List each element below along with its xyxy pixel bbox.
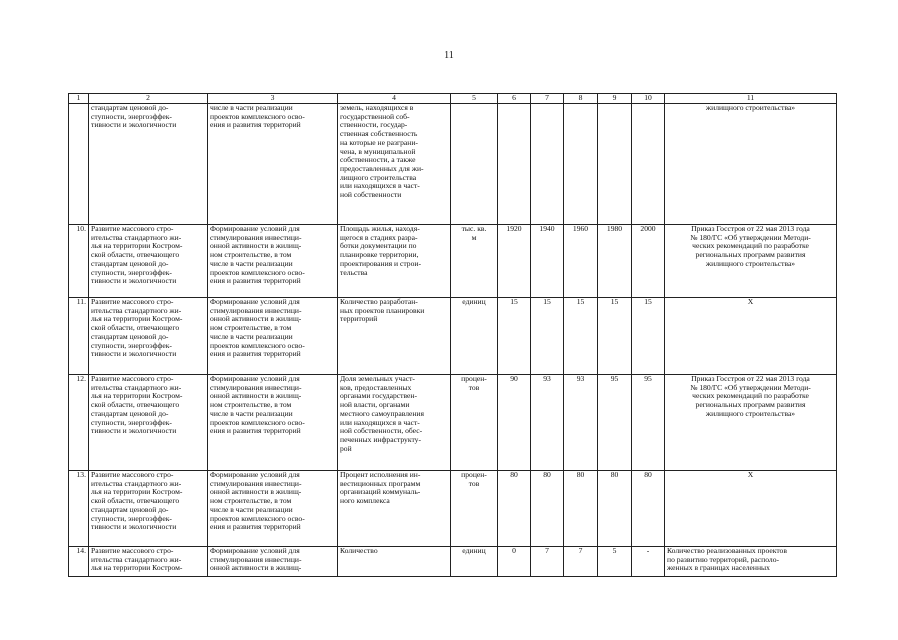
task-cell: Формирование условий для стимулирования инвестици- онной активности в жилищ- ном строительстве, в том числе в части реализации проектов комплексного осво- ения и развития территорий [208, 225, 338, 298]
header-cell: 3 [208, 94, 338, 104]
direction-cell: Развитие массового стро- ительства стандартного жи- лья на территории Костром- [89, 547, 208, 577]
value-cell: 15 [564, 298, 598, 375]
table-row [69, 547, 837, 577]
indicator-cell: Количество разработан- ных проектов планировки территорий [338, 298, 451, 375]
value-cell [564, 104, 598, 225]
value-cell: 1940 [531, 225, 564, 298]
source-cell: Приказ Госстроя от 22 мая 2013 года № 180/ГС «Об утверждении Методи- ческих рекомендаций по разработке региональных программ развития жилищного строительства» [665, 375, 837, 471]
value-cell: 15 [632, 298, 665, 375]
value-cell: 15 [531, 298, 564, 375]
source-cell: X [665, 298, 837, 375]
value-cell: 93 [531, 375, 564, 471]
source-cell: Количество реализованных проектов по развитию территорий, располо- женных в границах населенных [665, 547, 837, 577]
task-cell: числе в части реализации проектов комплексного осво- ения и развития территорий [208, 104, 338, 225]
unit-cell: процен- тов [451, 375, 498, 471]
task-cell: Формирование условий для стимулирования инвестици- онной активности в жилищ- ном строительстве, в том числе в части реализации проектов комплексного осво- ения и развития территорий [208, 471, 338, 547]
row-number-cell: 10. [69, 225, 89, 298]
table-row [69, 298, 837, 375]
unit-cell: единиц [451, 298, 498, 375]
value-cell: 15 [598, 298, 632, 375]
unit-cell: процен- тов [451, 471, 498, 547]
task-cell: Формирование условий для стимулирования инвестици- онной активности в жилищ- ном строительстве, в том числе в части реализации проектов комплексного осво- ения и развития территорий [208, 375, 338, 471]
direction-cell: Развитие массового стро- ительства стандартного жи- лья на территории Костром- ской области, отвечающего стандартам ценовой до- ступности, энергоэффек- тивности и экологичности [89, 471, 208, 547]
direction-cell: Развитие массового стро- ительства стандартного жи- лья на территории Костром- ской области, отвечающего стандартам ценовой до- ступности, энергоэффек- тивности и экологичности [89, 225, 208, 298]
source-cell: Приказ Госстроя от 22 мая 2013 года № 180/ГС «Об утверждении Методи- ческих рекомендаций по разработке региональных программ развития жилищного строительства» [665, 225, 837, 298]
table-row [69, 375, 837, 471]
indicator-cell: Процент исполнения ин- вестиционных программ организаций коммуналь- ного комплекса [338, 471, 451, 547]
indicator-cell: Доля земельных участ- ков, предоставленных органами государствен- ной власти, органами местного самоуправления или находящихся в част- ной собственности, обес- печенных инфраструкту- рой [338, 375, 451, 471]
value-cell: 80 [564, 471, 598, 547]
direction-cell: Развитие массового стро- ительства стандартного жи- лья на территории Костром- ской области, отвечающего стандартам ценовой до- ступности, энергоэффек- тивности и экологичности [89, 298, 208, 375]
row-number-cell: 11. [69, 298, 89, 375]
table-row [69, 471, 837, 547]
header-cell: 9 [598, 94, 632, 104]
source-cell: X [665, 471, 837, 547]
value-cell: - [632, 547, 665, 577]
indicators-table [68, 93, 837, 577]
indicator-cell: Площадь жилья, находя- щегося в стадиях разра- ботки документации по планировке территории, проектирования и строи- тельства [338, 225, 451, 298]
table-row [69, 225, 837, 298]
header-cell: 1 [69, 94, 89, 104]
row-number-cell: 13. [69, 471, 89, 547]
value-cell: 80 [498, 471, 531, 547]
column-number-header [69, 94, 837, 104]
task-cell: Формирование условий для стимулирования инвестици- онной активности в жилищ- ном строительстве, в том числе в части реализации проектов комплексного осво- ения и развития территорий [208, 298, 338, 375]
value-cell [498, 104, 531, 225]
header-cell: 5 [451, 94, 498, 104]
row-number-cell: 12. [69, 375, 89, 471]
header-cell: 6 [498, 94, 531, 104]
page-number: 11 [444, 50, 454, 61]
value-cell: 80 [531, 471, 564, 547]
value-cell: 5 [598, 547, 632, 577]
value-cell: 1960 [564, 225, 598, 298]
header-cell: 10 [632, 94, 665, 104]
value-cell: 2000 [632, 225, 665, 298]
value-cell: 7 [531, 547, 564, 577]
source-cell: жилищного строительства» [665, 104, 837, 225]
value-cell: 1920 [498, 225, 531, 298]
direction-cell: стандартам ценовой до- ступности, энергоэффек- тивности и экологичности [89, 104, 208, 225]
value-cell [598, 104, 632, 225]
indicator-cell: Количество [338, 547, 451, 577]
direction-cell: Развитие массового стро- ительства стандартного жи- лья на территории Костром- ской области, отвечающего стандартам ценовой до- ступности, энергоэффек- тивности и экологичности [89, 375, 208, 471]
header-cell: 4 [338, 94, 451, 104]
value-cell: 0 [498, 547, 531, 577]
value-cell: 93 [564, 375, 598, 471]
unit-cell: единиц [451, 547, 498, 577]
value-cell: 80 [632, 471, 665, 547]
table-row-continuation [69, 104, 837, 225]
header-cell: 8 [564, 94, 598, 104]
unit-cell: тыс. кв. м [451, 225, 498, 298]
header-cell: 11 [665, 94, 837, 104]
value-cell: 95 [598, 375, 632, 471]
indicator-cell: земель, находящихся в государственной соб- ственности, государ- ственная собственность на которые не разграни- чена, в муниципальной собственности, а также предоставленных для жи- лищного строительства или находящихся в част- ной собственности [338, 104, 451, 225]
value-cell: 80 [598, 471, 632, 547]
value-cell: 1980 [598, 225, 632, 298]
value-cell: 90 [498, 375, 531, 471]
header-cell: 7 [531, 94, 564, 104]
header-cell: 2 [89, 94, 208, 104]
value-cell: 15 [498, 298, 531, 375]
value-cell [632, 104, 665, 225]
value-cell [531, 104, 564, 225]
row-number-cell: 14. [69, 547, 89, 577]
unit-cell [451, 104, 498, 225]
row-number-cell [69, 104, 89, 225]
task-cell: Формирование условий для стимулирования инвестици- онной активности в жилищ- [208, 547, 338, 577]
value-cell: 7 [564, 547, 598, 577]
value-cell: 95 [632, 375, 665, 471]
